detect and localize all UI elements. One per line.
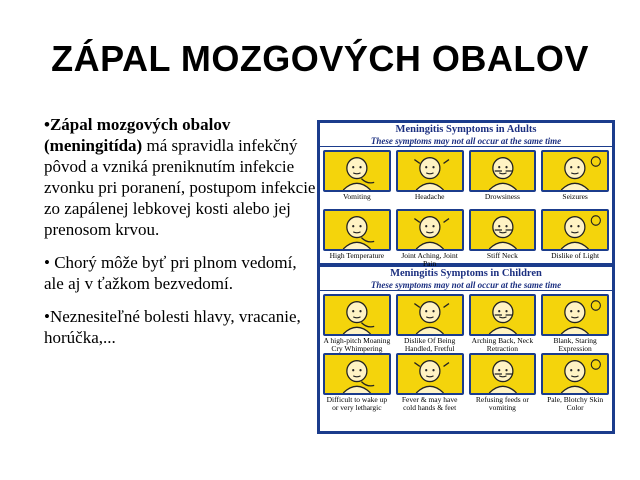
children-title: Meningitis Symptoms in Children	[390, 268, 542, 279]
adult-symptom-label: Drowsiness	[484, 192, 520, 201]
child-symptom-3	[469, 294, 537, 353]
text-column	[44, 114, 316, 360]
meningitis-poster	[317, 120, 615, 434]
bullet-1	[44, 114, 316, 240]
children-subtitle: These symptoms may not all occur at the same time	[320, 280, 612, 291]
crying-baby-icon	[323, 294, 391, 336]
child-symptom-2	[396, 294, 464, 353]
adult-symptom-label: Vomiting	[342, 192, 371, 201]
blotchy-skin-icon	[541, 353, 609, 395]
adult-symptom-8	[541, 209, 609, 268]
adult-symptom-6	[396, 209, 464, 268]
children-grid	[320, 291, 612, 412]
child-symptom-7	[469, 353, 537, 412]
vomiting-icon	[323, 150, 391, 192]
child-symptom-label: Difficult to wake up or very lethargic	[326, 395, 388, 412]
children-section	[320, 267, 612, 431]
adult-symptom-label: Headache	[414, 192, 445, 201]
joint-pain-icon	[396, 209, 464, 251]
headache-icon	[396, 150, 464, 192]
child-symptom-label: Dislike Of Being Handled, Fretful	[404, 336, 456, 353]
adults-section	[320, 123, 612, 268]
bullet-2	[44, 252, 316, 294]
child-symptom-5	[323, 353, 391, 412]
bullet-3	[44, 306, 316, 348]
child-symptom-4	[541, 294, 609, 353]
seizures-icon	[541, 150, 609, 192]
adult-symptom-3	[469, 150, 537, 209]
bullet-1-bold: •Zápal mozgových obalov (meningitída)	[44, 115, 231, 155]
sleeping-baby-icon	[323, 353, 391, 395]
child-symptom-6	[396, 353, 464, 412]
drowsiness-icon	[469, 150, 537, 192]
stiff-neck-icon	[469, 209, 537, 251]
adult-symptom-2	[396, 150, 464, 209]
child-symptom-label: Fever & may have cold hands & feet	[401, 395, 458, 412]
adult-symptom-label: Stiff Neck	[486, 251, 518, 260]
child-symptom-1	[323, 294, 391, 353]
adult-symptom-label: Joint Aching, Joint Pain	[401, 251, 458, 268]
child-symptom-label: Refusing feeds or vomiting	[475, 395, 529, 412]
adult-symptom-label: Dislike of Light	[551, 251, 600, 260]
thermometer-icon	[323, 209, 391, 251]
adult-symptom-1	[323, 150, 391, 209]
child-symptom-label: Arching Back, Neck Retraction	[471, 336, 534, 353]
bullet-3-text: •Neznesiteľné bolesti hlavy, vracanie, horúčka,...	[44, 307, 301, 347]
child-symptom-8	[541, 353, 609, 412]
bullet-1-text: má spravidla infekčný pôvod a vzniká preniknutím infekcie zvonku pri poranení, postupom infekcie zo zapálenej lebkovej kosti alebo jej prenosom krvou.	[44, 136, 316, 239]
adults-subtitle: These symptoms may not all occur at the same time	[320, 136, 612, 147]
child-symptom-label: Blank, Staring Expression	[553, 336, 597, 353]
light-bulb-icon	[541, 209, 609, 251]
adults-title: Meningitis Symptoms in Adults	[395, 124, 537, 135]
staring-baby-icon	[541, 294, 609, 336]
arching-baby-icon	[469, 294, 537, 336]
adult-symptom-5	[323, 209, 391, 268]
adult-symptom-label: High Temperature	[329, 251, 385, 260]
child-symptom-label: A high-pitch Moaning Cry Whimpering	[323, 336, 391, 353]
adult-symptom-4	[541, 150, 609, 209]
refusing-feeds-icon	[469, 353, 537, 395]
slide-title: ZÁPAL MOZGOVÝCH OBALOV	[51, 38, 589, 79]
adult-symptom-7	[469, 209, 537, 268]
child-symptom-label: Pale, Blotchy Skin Color	[547, 395, 604, 412]
fretful-baby-icon	[396, 294, 464, 336]
bullet-2-text: • Chorý môže byť pri plnom vedomí, ale aj v ťažkom bezvedomí.	[44, 253, 297, 293]
adult-symptom-label: Seizures	[562, 192, 588, 201]
adults-grid	[320, 147, 612, 268]
fever-baby-icon	[396, 353, 464, 395]
